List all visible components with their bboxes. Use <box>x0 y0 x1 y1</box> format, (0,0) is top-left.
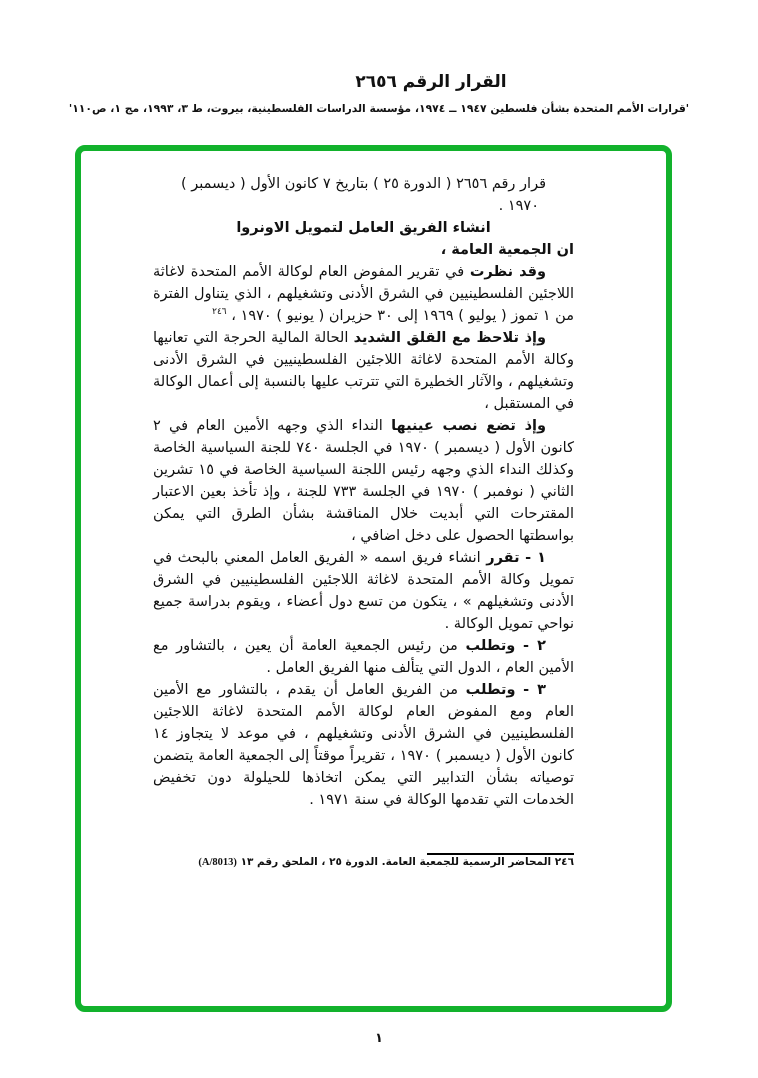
page-number: ١ <box>375 1031 383 1046</box>
paragraph-number: ١ - <box>525 550 547 566</box>
operative-paragraph-1 <box>153 547 574 635</box>
resolution-heading: انشاء الفريق العامل لتمويل الاونروا <box>236 220 491 236</box>
paragraph-lead: وقد نظرت <box>469 264 547 280</box>
document-title <box>0 72 758 92</box>
paragraph-bearing-in-mind <box>153 415 574 547</box>
operative-paragraph-3 <box>153 679 574 811</box>
paragraph-lead: وتطلب <box>465 638 516 654</box>
paragraph-lead: وتطلب <box>465 682 516 698</box>
green-highlight-frame <box>75 145 672 1012</box>
footnote <box>153 855 574 870</box>
paragraph-number: ٢ - <box>523 638 547 654</box>
resolution-title-line1: قرار رقم ٢٦٥٦ ( الدورة ٢٥ ) بتاريخ ٧ كانون الأول ( ديسمبر ) <box>180 176 546 192</box>
resolution-body <box>81 151 666 1006</box>
paragraph-lead: وإذ تضع نصب عينيها <box>391 418 546 434</box>
paragraph-text: من رئيس الجمعية العامة أن يعين ، بالتشاور مع الأمين العام ، الدول التي يتألف منها الفريق العامل . <box>153 638 574 676</box>
footnote-text: المحاضر الرسمية للجمعية العامة. الدورة ٢٥ ، الملحق رقم ١٣ <box>240 856 552 868</box>
footnote-reference: ٢٤٦ <box>212 307 227 318</box>
resolution-title-line2: ١٩٧٠ . <box>498 198 539 214</box>
paragraph-grave-concern <box>153 327 574 415</box>
source-citation-line: 'قرارات الأمم المتحدة بشأن فلسطين ١٩٤٧ ــ ١٩٧٤، مؤسسة الدراسات الفلسطينية، بيروت، ط ٣، ١٩٩٣، مج ١، ص١١٠' <box>68 102 690 115</box>
resolution-opening: ان الجمعية العامة ، <box>440 242 574 258</box>
paragraph-text: الحالة المالية الحرجة التي تعانيها وكالة الأمم المتحدة لاغاثة اللاجئين الفلسطينيين في الشرق الأدنى وتشغيلهم ، والآثار الخطيرة التي تترتب عليها بالنسبة إلى أعمال الوكالة في المستقبل ، <box>153 330 574 412</box>
operative-paragraph-2 <box>153 635 574 679</box>
paragraph-text: انشاء فريق اسمه « الفريق العامل المعني بالبحث في تمويل وكالة الأمم المتحدة لاغاثة اللاجئين الفلسطينيين في الشرق الأدنى وتشغيلهم » ، يتكون من تسع دول أعضاء ، ويقوم بدراسة جميع نواحي تمويل الوكالة . <box>153 550 574 632</box>
paragraph-text: في تقرير المفوض العام لوكالة الأمم المتحدة لاغاثة اللاجئين الفلسطينيين في الشرق الأدنى وتشغيلهم ، الذي يتناول الفترة من ١ تموز ( يوليو ) ١٩٦٩ إلى ٣٠ حزيران ( يونيو ) ١٩٧٠ ، <box>153 264 574 324</box>
paragraph-considered <box>153 261 574 327</box>
paragraph-lead: تقرر <box>486 550 520 566</box>
paragraph-number: ٣ - <box>523 682 546 698</box>
document-title-text: القرار الرقم ٢٦٥٦ <box>355 72 507 92</box>
footnote-document-reference: (A/8013) <box>198 857 237 868</box>
paragraph-text: من الفريق العامل أن يقدم ، بالتشاور مع الأمين العام ومع المفوض العام لوكالة الأمم المتحدة لاغاثة اللاجئين الفلسطينيين في الشرق الأدنى وتشغيلهم ، في موعد لا يتجاوز ١٤ كانون الأول ( ديسمبر ) ١٩٧٠ ، تقريراً موقتاً إلى الجمعية العامة يتضمن توصياته بشأن التدابير التي يمكن اتخاذها للحيلولة دون تخفيض الخدمات التي تقدمها الوكالة في سنة ١٩٧١ . <box>153 682 574 808</box>
paragraph-lead: وإذ تلاحظ مع القلق الشديد <box>353 330 546 346</box>
footnote-marker: ٢٤٦ <box>554 856 574 868</box>
paragraph-text: النداء الذي وجهه الأمين العام في ٢ كانون الأول ( ديسمبر ) ١٩٧٠ في الجلسة ٧٤٠ للجنة السياسية الخاصة وكذلك النداء الذي وجهه رئيس اللجنة السياسية الخاصة في ١٥ تشرين الثاني ( نوفمبر ) ١٩٧٠ في الجلسة ٧٣٣ للجنة ، وإذ تأخذ بعين الاعتبار المقترحات التي أبديت خلال المناقشة بشأن الطرق التي يمكن بواسطتها الحصول على دخل اضافي ، <box>153 418 574 544</box>
